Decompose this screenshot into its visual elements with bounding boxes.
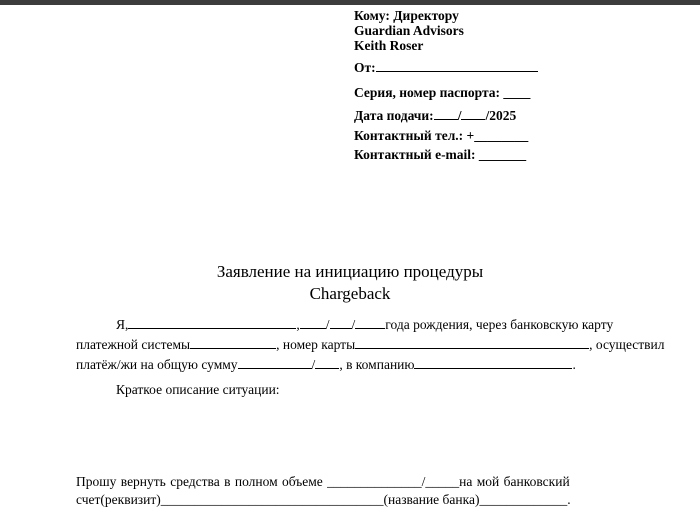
date-month-blank[interactable] (461, 106, 485, 120)
document-title: Заявление на инициацию процедуры (216, 262, 484, 281)
date-line: Дата подачи: / /2025 (354, 108, 517, 123)
from-label: От: (354, 60, 376, 75)
currency-blank[interactable] (315, 356, 339, 369)
body-line-3: платёж/жи на общую сумму / , в компанию . (76, 357, 576, 372)
recipient-name: Keith Roser (354, 38, 424, 53)
email-line: Контактный e-mail: _______ (354, 147, 527, 162)
passport-line: Серия, номер паспорта: ____ (354, 85, 531, 100)
payment-system-blank[interactable] (190, 336, 276, 349)
company-blank[interactable] (414, 356, 572, 369)
card-number-blank[interactable] (355, 336, 589, 349)
from-blank[interactable] (376, 58, 538, 72)
amount-blank[interactable] (238, 356, 312, 369)
company-name: Guardian Advisors (354, 23, 464, 38)
situation-label: Краткое описание ситуации: (116, 382, 280, 397)
document-subtitle: Chargeback (309, 284, 391, 303)
name-blank[interactable] (128, 316, 296, 329)
body-line-2: платежной системы , номер карты , осуществил (76, 337, 665, 352)
phone-line: Контактный тел.: +________ (354, 128, 529, 143)
from-line (354, 58, 538, 76)
birth-year-blank[interactable] (355, 316, 385, 329)
birth-month-blank[interactable] (330, 316, 352, 329)
recipient-line: Кому: Директору (354, 8, 459, 23)
bank-account-line: счет(реквизит)_________________________________(название банка)_____________. (76, 492, 571, 507)
date-label: Дата подачи: (354, 108, 434, 123)
body-line-1: Я, , / / года рождения, через банковскую карту (116, 317, 614, 332)
window-top-bar (0, 0, 700, 5)
return-request-line: Прошу вернуть средства в полном объеме ______________/_____на мой банковский (76, 474, 570, 489)
birth-day-blank[interactable] (300, 316, 326, 329)
date-day-blank[interactable] (434, 106, 458, 120)
